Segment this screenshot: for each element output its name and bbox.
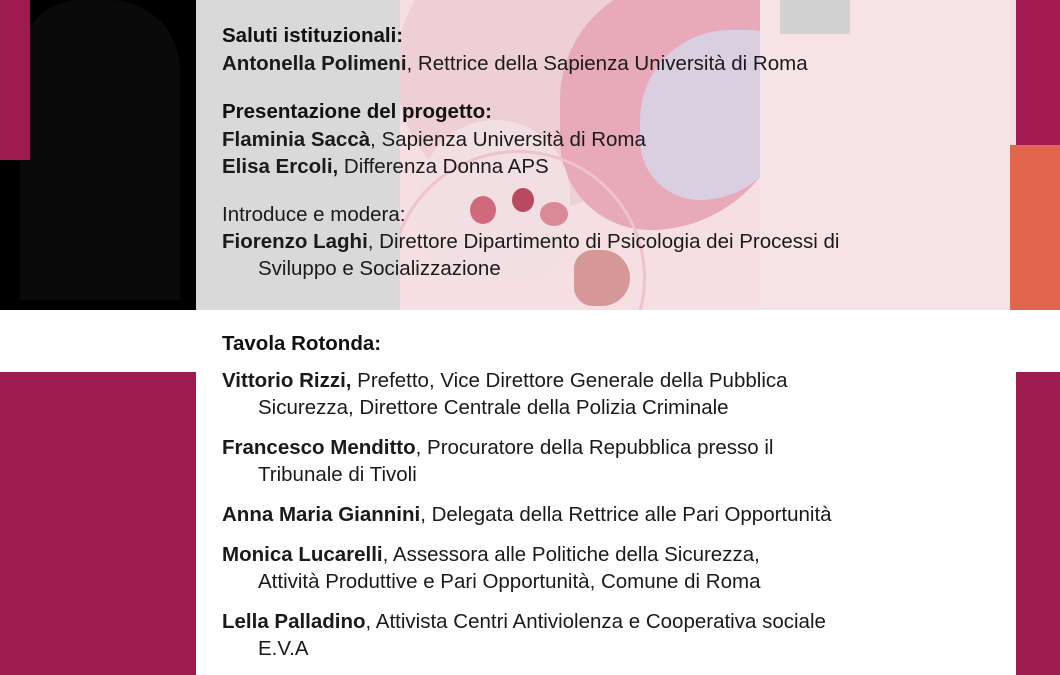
roundtable-entry	[222, 367, 1012, 421]
roundtable-entry-role-continued: Attività Produttive e Pari Opportunità, Comune di Roma	[258, 570, 761, 593]
greetings-heading: Saluti istituzionali:	[222, 24, 404, 47]
project-presentation-entry-name: Flaminia Saccà	[222, 128, 371, 151]
roundtable-entry	[222, 434, 1012, 488]
project-presentation-entry-name: Elisa Ercoli,	[222, 155, 339, 178]
roundtable-entry	[222, 501, 1012, 528]
project-presentation-heading: Presentazione del progetto:	[222, 100, 492, 123]
background-magenta-left-bottom	[0, 372, 196, 675]
background-magenta-left-accent	[0, 0, 30, 160]
background-magenta-right-bottom	[1016, 372, 1060, 675]
project-presentation-section	[222, 98, 1012, 180]
program-content	[222, 0, 1012, 675]
moderator-entry-name: Fiorenzo Laghi	[222, 230, 368, 253]
moderator-section	[222, 201, 1012, 282]
background-magenta-right-accent	[1016, 0, 1060, 145]
roundtable-entry-name: Monica Lucarelli	[222, 543, 383, 566]
moderator-entry	[222, 228, 1012, 255]
spacer-2	[222, 180, 1012, 201]
spacer-3	[222, 282, 1012, 330]
roundtable-entry-role-continued: E.V.A	[258, 637, 309, 660]
roundtable-entry-role: , Attivista Centri Antiviolenza e Cooperativa sociale	[365, 610, 826, 633]
roundtable-entry-role: , Assessora alle Politiche della Sicurezza,	[382, 543, 760, 566]
greetings-entry-name: Antonella Polimeni	[222, 52, 407, 75]
roundtable-entry-role: , Procuratore della Repubblica presso il	[415, 436, 774, 459]
greetings-section	[222, 0, 1012, 77]
roundtable-heading: Tavola Rotonda:	[222, 332, 382, 355]
greetings-entry	[222, 50, 1012, 77]
roundtable-entry-name: Vittorio Rizzi,	[222, 369, 352, 392]
moderator-entry-role: , Direttore Dipartimento di Psicologia dei Processi di	[367, 230, 840, 253]
roundtable-entry	[222, 608, 1012, 662]
project-presentation-entry-role: , Sapienza Università di Roma	[370, 128, 646, 151]
background-orange-accent	[1010, 145, 1060, 310]
silhouette-figure	[20, 0, 180, 300]
moderator-entry-role-continued: Sviluppo e Socializzazione	[258, 257, 501, 280]
spacer-4	[222, 358, 1012, 367]
project-presentation-entry	[222, 126, 1012, 153]
project-presentation-entry-role: Differenza Donna APS	[338, 155, 549, 178]
roundtable-entry-role: Prefetto, Vice Direttore Generale della Pubblica	[351, 369, 788, 392]
roundtable-entry-name: Francesco Menditto	[222, 436, 416, 459]
roundtable-entry-role-continued: Tribunale di Tivoli	[258, 463, 417, 486]
roundtable-entry-role: , Delegata della Rettrice alle Pari Opportunità	[420, 503, 832, 526]
moderator-heading: Introduce e modera:	[222, 203, 406, 226]
roundtable-section	[222, 330, 1012, 662]
spacer-1	[222, 77, 1012, 98]
roundtable-entry	[222, 541, 1012, 595]
roundtable-entry-name: Anna Maria Giannini	[222, 503, 421, 526]
roundtable-entry-name: Lella Palladino	[222, 610, 366, 633]
project-presentation-entry	[222, 153, 1012, 180]
greetings-entry-role: , Rettrice della Sapienza Università di Roma	[406, 52, 808, 75]
roundtable-entry-role-continued: Sicurezza, Direttore Centrale della Polizia Criminale	[258, 396, 729, 419]
